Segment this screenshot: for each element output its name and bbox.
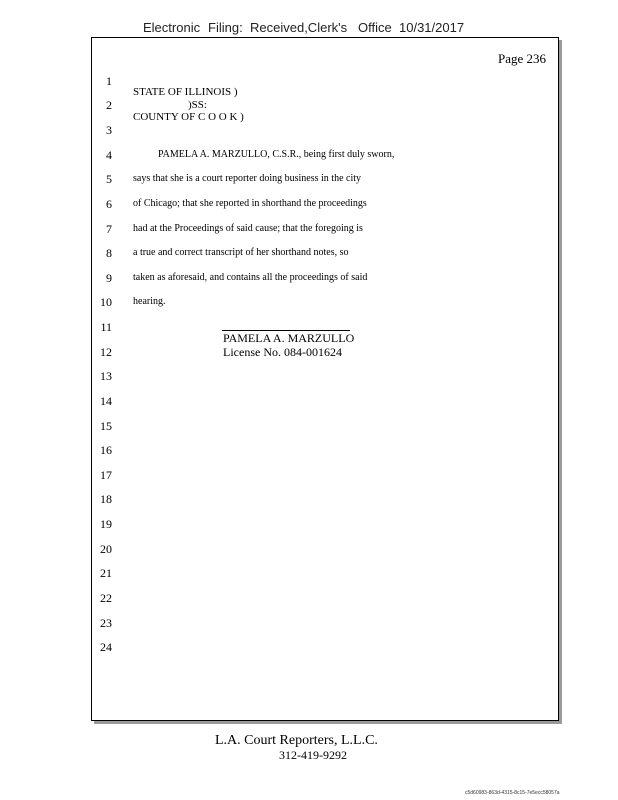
certificate-line: a true and correct transcript of her shorthand notes, so [133, 247, 349, 258]
certificate-line: of Chicago; that she reported in shorthand the proceedings [133, 198, 367, 209]
line-number: 7 [106, 222, 112, 236]
certificate-line: hearing. [133, 296, 166, 307]
certificate-line: says that she is a court reporter doing business in the city [133, 173, 362, 184]
line-number: 8 [106, 246, 112, 260]
line-number: 18 [100, 492, 112, 506]
line-number: 20 [100, 542, 112, 556]
line-number: 24 [100, 640, 112, 654]
document-id: c5d60983-863d-4315-8c15-7e5ecc58057a [465, 790, 560, 796]
line-number: 9 [106, 271, 112, 285]
stamp-received: Received,Clerk's [250, 20, 348, 35]
footer-phone: 312-419-9292 [279, 748, 347, 762]
line-number: 12 [100, 345, 112, 359]
stamp-date: 10/31/2017 [399, 20, 465, 35]
stamp-office: Office [358, 20, 392, 35]
stamp-electronic: Electronic [143, 20, 201, 35]
line-number: 1 [106, 74, 112, 88]
line-number: 4 [106, 148, 112, 162]
line-number: 6 [106, 197, 112, 211]
line-number: 3 [106, 123, 112, 137]
line-number: 22 [100, 591, 112, 605]
line-number: 17 [100, 468, 112, 482]
line-number: 15 [100, 419, 112, 433]
footer-company: L.A. Court Reporters, L.L.C. [215, 733, 378, 748]
signature-name: PAMELA A. MARZULLO [223, 331, 355, 345]
line-number: 11 [100, 320, 112, 334]
certificate-line: had at the Proceedings of said cause; that the foregoing is [133, 223, 363, 234]
caption-state: STATE OF ILLINOIS ) [133, 86, 238, 98]
page-number: Page 236 [497, 51, 546, 66]
caption-county: COUNTY OF C O O K ) [133, 111, 244, 123]
license-number: License No. 084-001624 [223, 345, 342, 359]
line-number: 16 [100, 443, 112, 457]
certificate-line: PAMELA A. MARZULLO, C.S.R., being first duly sworn, [158, 149, 395, 160]
line-number: 13 [100, 369, 112, 383]
line-number: 23 [100, 616, 112, 630]
caption-ss: )SS: [188, 99, 207, 111]
certificate-line: taken as aforesaid, and contains all the proceedings of said [133, 272, 368, 283]
line-number: 14 [100, 394, 112, 408]
stamp-filing: Filing: [208, 20, 243, 35]
line-number: 5 [106, 172, 112, 186]
transcript-page [91, 37, 559, 721]
line-number: 21 [100, 566, 112, 580]
line-number: 19 [100, 517, 112, 531]
line-number: 2 [106, 98, 112, 112]
line-number: 10 [100, 295, 112, 309]
